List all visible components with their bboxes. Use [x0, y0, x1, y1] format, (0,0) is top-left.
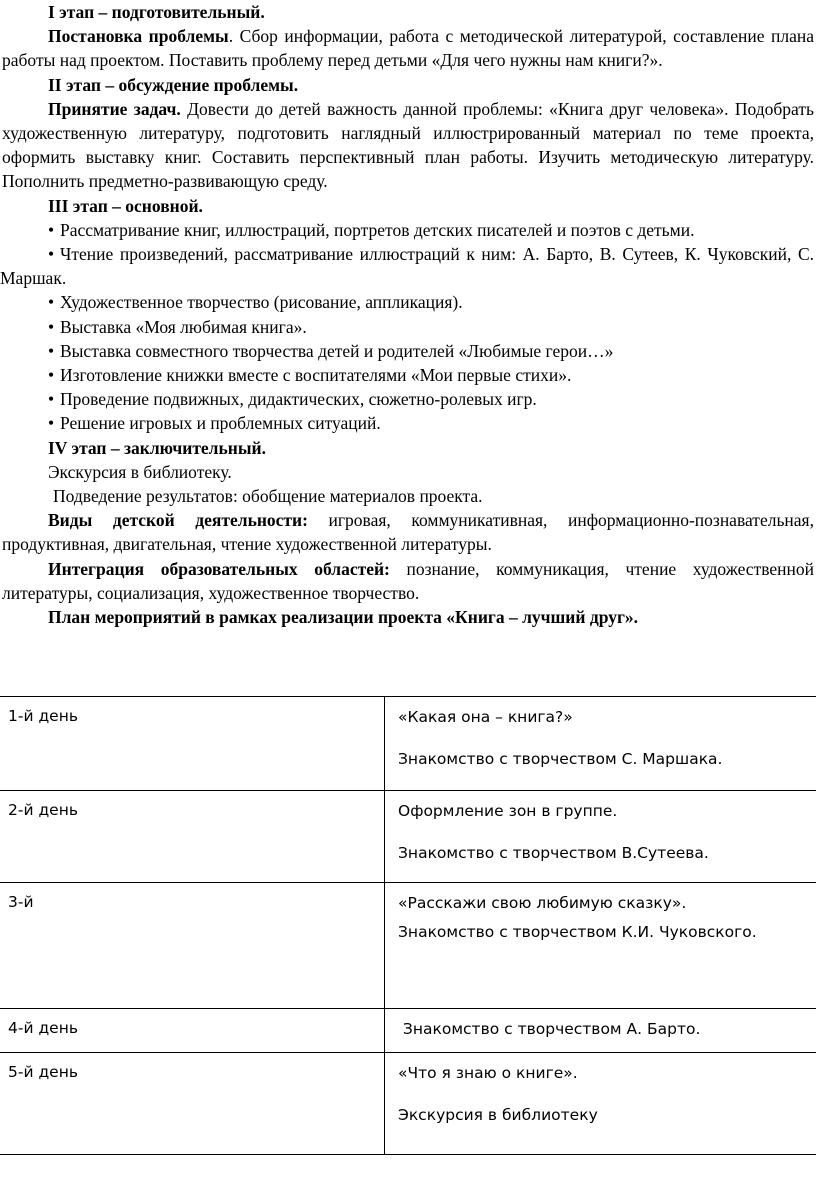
- bullet-icon: •: [48, 340, 55, 361]
- bullet-text: Выставка «Моя любимая книга».: [60, 316, 307, 337]
- stage-4-line: Подведение результатов: обобщение материалов проекта.: [53, 486, 483, 507]
- stage-4-line: Экскурсия в библиотеку.: [48, 461, 232, 482]
- activity-line: Знакомство с творчеством К.И. Чуковского.: [398, 923, 757, 941]
- bullet-icon: •: [48, 413, 55, 434]
- bullet-icon: •: [48, 219, 55, 240]
- bullet-item: [0, 242, 816, 290]
- activity-line: Экскурсия в библиотеку: [398, 1106, 598, 1124]
- bullet-text: Чтение произведений, рассматривание иллюстраций к ним: А. Барто, В. Сутеев, К. Чуковский, С. Маршак.: [0, 244, 814, 289]
- bullet-icon: •: [48, 316, 55, 337]
- integration-paragraph: [0, 557, 816, 605]
- bullet-item: [0, 339, 816, 363]
- bullet-item: [0, 387, 816, 411]
- day-cell: 3-й: [0, 883, 385, 1009]
- activity-line: Знакомство с творчеством А. Барто.: [398, 1020, 701, 1038]
- bullet-text: Художественное творчество (рисование, аппликация).: [60, 292, 463, 313]
- activity-line: Оформление зон в группе.: [398, 802, 618, 820]
- integration-text: познание, коммуникация, чтение художественной литературы, социализация, художественное творчество.: [2, 558, 814, 603]
- stage-2-heading: II этап – обсуждение проблемы.: [48, 74, 299, 95]
- stage-3-heading: III этап – основной.: [48, 195, 203, 216]
- bullet-text: Решение игровых и проблемных ситуаций.: [60, 413, 381, 434]
- table-row: [0, 791, 816, 883]
- bullet-text: Рассматривание книг, иллюстраций, портретов детских писателей и поэтов с детьми.: [60, 219, 695, 240]
- table-row: [0, 883, 816, 1009]
- activity-line: Знакомство с творчеством В.Сутеева.: [398, 844, 709, 862]
- table-row: [0, 1009, 816, 1053]
- activity-line: «Что я знаю о книге».: [398, 1064, 578, 1082]
- day-cell: 2-й день: [0, 791, 385, 883]
- bullet-icon: •: [48, 389, 55, 410]
- bullet-item: [0, 363, 816, 387]
- activity-types-lead: Виды детской деятельности:: [48, 510, 308, 531]
- tasks-text: Довести до детей важность данной проблемы: «Книга друг человека». Подобрать художественную литературу, подготовить наглядный иллюстрированный материал по теме проекта, оформить выставку книг. Составить перспективный план работы. Изучить методическую литературу. Пополнить предметно-развивающую среду.: [2, 98, 814, 192]
- bullet-text: Проведение подвижных, дидактических, сюжетно-ролевых игр.: [60, 389, 537, 410]
- bullet-item: [0, 411, 816, 435]
- bullet-item: [0, 290, 816, 314]
- table-row: [0, 1053, 816, 1155]
- activity-cell: [385, 883, 816, 1009]
- stage-1-heading: I этап – подготовительный.: [48, 2, 265, 22]
- activity-line: «Какая она – книга?»: [398, 708, 573, 726]
- stage-4-heading: IV этап – заключительный.: [48, 437, 266, 458]
- bullet-icon: •: [48, 244, 55, 265]
- plan-title: План мероприятий в рамках реализации проекта «Книга – лучший друг».: [48, 607, 639, 628]
- tasks-paragraph: [0, 97, 816, 194]
- activity-cell: [385, 697, 816, 791]
- day-cell: 5-й день: [0, 1053, 385, 1155]
- tasks-lead: Принятие задач.: [48, 98, 181, 119]
- activity-types-paragraph: [0, 508, 816, 556]
- activity-types-text: игровая, коммуникативная, информационно-познавательная, продуктивная, двигательная, чтение художественной литературы.: [2, 510, 814, 555]
- table-row: [0, 697, 816, 791]
- activity-cell: [385, 791, 816, 883]
- plan-table: [0, 696, 816, 1155]
- bullet-icon: •: [48, 292, 55, 313]
- bullet-item: [0, 218, 816, 242]
- day-cell: 1-й день: [0, 697, 385, 791]
- problem-statement-paragraph: [0, 24, 816, 72]
- bullet-item: [0, 315, 816, 339]
- activity-line: Знакомство с творчеством С. Маршака.: [398, 750, 723, 768]
- day-cell: 4-й день: [0, 1009, 385, 1053]
- activity-cell: [385, 1053, 816, 1155]
- bullet-icon: •: [48, 365, 55, 386]
- activity-line: «Расскажи свою любимую сказку».: [398, 894, 687, 912]
- integration-lead: Интеграция образовательных областей:: [48, 558, 390, 579]
- problem-statement-text: . Сбор информации, работа с методической литературой, составление плана работы над проектом. Поставить проблему перед детьми «Для чего нужны нам книги?».: [2, 26, 815, 71]
- problem-statement-lead: Постановка проблемы: [48, 26, 229, 47]
- bullet-text: Выставка совместного творчества детей и родителей «Любимые герои…»: [60, 340, 614, 361]
- activity-cell: [385, 1009, 816, 1053]
- bullet-text: Изготовление книжки вместе с воспитателями «Мои первые стихи».: [60, 365, 572, 386]
